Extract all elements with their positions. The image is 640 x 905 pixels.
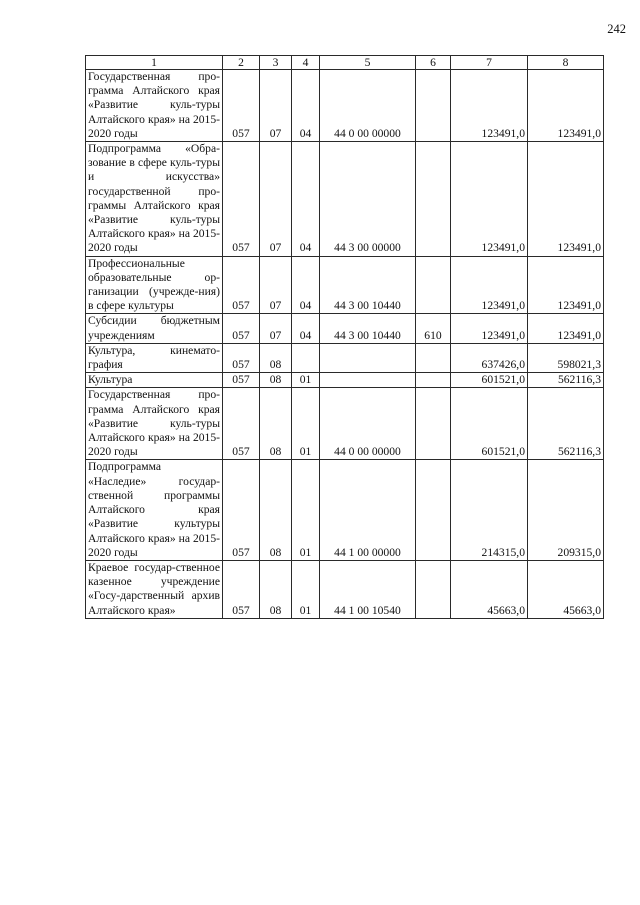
cell-department: 057	[223, 560, 260, 618]
cell-target-article: 44 3 00 00000	[320, 142, 416, 257]
column-header-3: 3	[260, 56, 292, 70]
cell-target-article: 44 1 00 10540	[320, 560, 416, 618]
cell-amount-1: 45663,0	[451, 560, 528, 618]
cell-amount-2: 123491,0	[528, 142, 604, 257]
cell-expense-type	[416, 142, 451, 257]
row-name: Государственная про-грамма Алтайского края «Развитие куль-туры Алтайского края» на 2015-2020 годы	[86, 70, 223, 142]
cell-section: 08	[260, 460, 292, 560]
cell-target-article: 44 1 00 00000	[320, 460, 416, 560]
cell-expense-type	[416, 388, 451, 460]
cell-amount-1: 601521,0	[451, 373, 528, 388]
cell-section: 08	[260, 388, 292, 460]
column-header-1: 1	[86, 56, 223, 70]
table-row	[86, 560, 604, 618]
cell-expense-type	[416, 256, 451, 314]
row-name: Профессиональные образовательные ор-ганизации (учрежде-ния) в сфере культуры	[86, 256, 223, 314]
cell-amount-1: 123491,0	[451, 256, 528, 314]
cell-amount-1: 214315,0	[451, 460, 528, 560]
page-number: 242	[607, 22, 626, 36]
cell-department: 057	[223, 388, 260, 460]
row-name: Подпрограмма «Обра-зование в сфере куль-туры и искусства» государственной про-граммы Алтайского края «Развитие куль-туры Алтайского края» на 2015-2020 годы	[86, 142, 223, 257]
column-header-5: 5	[320, 56, 416, 70]
row-name: Государственная про-грамма Алтайского края «Развитие куль-туры Алтайского края» на 2015-2020 годы	[86, 388, 223, 460]
cell-amount-2: 123491,0	[528, 70, 604, 142]
cell-subsection: 04	[292, 142, 320, 257]
cell-subsection: 01	[292, 388, 320, 460]
cell-target-article: 44 3 00 10440	[320, 256, 416, 314]
cell-section: 07	[260, 70, 292, 142]
cell-department: 057	[223, 343, 260, 372]
column-header-2: 2	[223, 56, 260, 70]
column-header-7: 7	[451, 56, 528, 70]
cell-target-article: 44 3 00 10440	[320, 314, 416, 343]
table-row	[86, 373, 604, 388]
row-name: Подпрограмма «Наследие» государ-ственной программы Алтайского края «Развитие культуры Алтайского края» на 2015-2020 годы	[86, 460, 223, 560]
cell-subsection	[292, 343, 320, 372]
cell-subsection: 04	[292, 70, 320, 142]
cell-amount-2: 45663,0	[528, 560, 604, 618]
cell-amount-1: 637426,0	[451, 343, 528, 372]
cell-target-article	[320, 343, 416, 372]
cell-subsection: 04	[292, 314, 320, 343]
cell-amount-2: 562116,3	[528, 388, 604, 460]
cell-section: 07	[260, 314, 292, 343]
cell-department: 057	[223, 142, 260, 257]
table-row	[86, 460, 604, 560]
cell-amount-2: 598021,3	[528, 343, 604, 372]
cell-amount-2: 209315,0	[528, 460, 604, 560]
row-name: Краевое государ-ственное казенное учреждение «Госу-дарственный архив Алтайского края»	[86, 560, 223, 618]
row-name: Культура	[86, 373, 223, 388]
cell-target-article: 44 0 00 00000	[320, 70, 416, 142]
cell-amount-1: 123491,0	[451, 314, 528, 343]
cell-subsection: 04	[292, 256, 320, 314]
cell-expense-type	[416, 460, 451, 560]
column-header-8: 8	[528, 56, 604, 70]
cell-expense-type	[416, 560, 451, 618]
table-row	[86, 70, 604, 142]
cell-department: 057	[223, 70, 260, 142]
cell-section: 08	[260, 373, 292, 388]
cell-section: 07	[260, 142, 292, 257]
cell-expense-type	[416, 70, 451, 142]
cell-amount-2: 123491,0	[528, 256, 604, 314]
table-row	[86, 343, 604, 372]
row-name: Субсидии бюджетным учреждениям	[86, 314, 223, 343]
cell-target-article	[320, 373, 416, 388]
cell-subsection: 01	[292, 560, 320, 618]
cell-department: 057	[223, 373, 260, 388]
table-row	[86, 142, 604, 257]
cell-department: 057	[223, 314, 260, 343]
cell-subsection: 01	[292, 373, 320, 388]
cell-amount-1: 123491,0	[451, 142, 528, 257]
cell-amount-1: 601521,0	[451, 388, 528, 460]
header-row	[86, 56, 604, 70]
column-header-6: 6	[416, 56, 451, 70]
table-row	[86, 388, 604, 460]
cell-amount-2: 562116,3	[528, 373, 604, 388]
budget-table	[85, 55, 604, 619]
cell-section: 07	[260, 256, 292, 314]
cell-section: 08	[260, 560, 292, 618]
cell-amount-1: 123491,0	[451, 70, 528, 142]
row-name: Культура, кинемато-графия	[86, 343, 223, 372]
cell-expense-type	[416, 373, 451, 388]
table-row	[86, 314, 604, 343]
cell-amount-2: 123491,0	[528, 314, 604, 343]
cell-expense-type: 610	[416, 314, 451, 343]
cell-department: 057	[223, 460, 260, 560]
cell-department: 057	[223, 256, 260, 314]
cell-target-article: 44 0 00 00000	[320, 388, 416, 460]
cell-expense-type	[416, 343, 451, 372]
cell-subsection: 01	[292, 460, 320, 560]
column-header-4: 4	[292, 56, 320, 70]
table-row	[86, 256, 604, 314]
cell-section: 08	[260, 343, 292, 372]
